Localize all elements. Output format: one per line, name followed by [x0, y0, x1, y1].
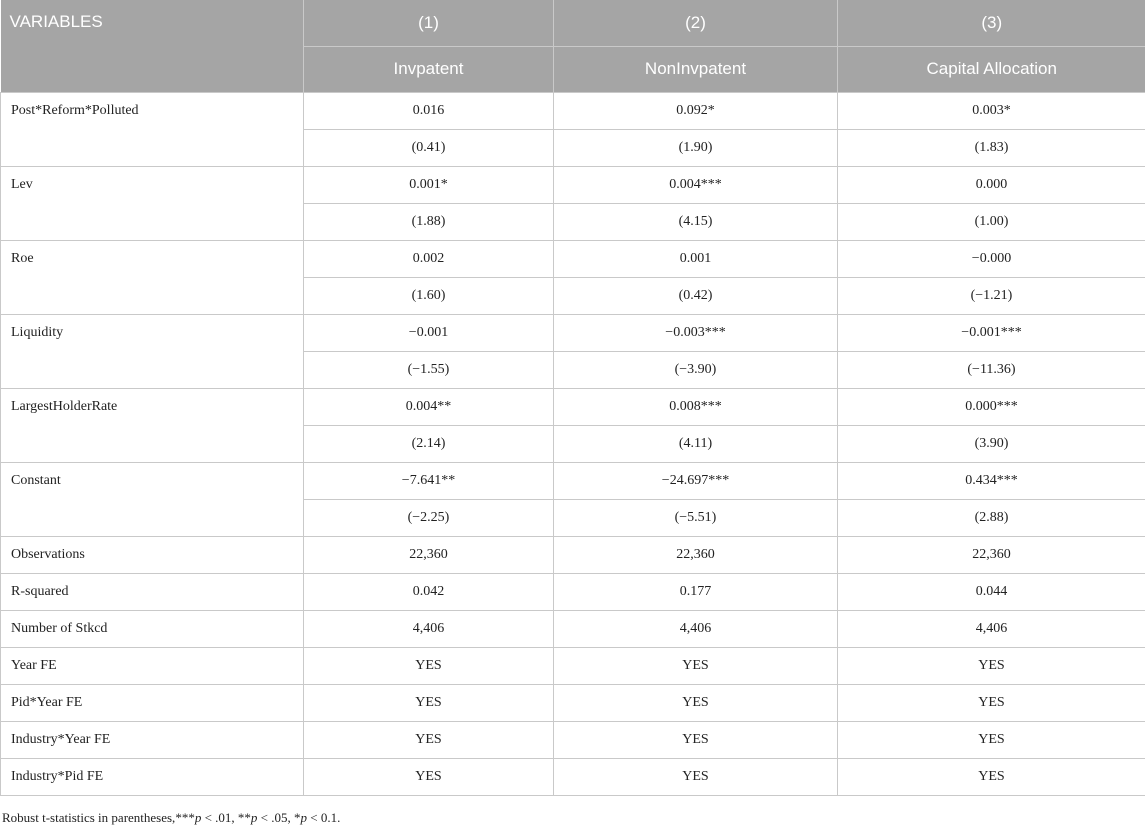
t-statistic-cell: (4.15) [554, 203, 838, 240]
coefficient-cell: 0.434*** [838, 462, 1145, 499]
t-statistic-cell: (1.60) [304, 277, 554, 314]
summary-value: 22,360 [304, 536, 554, 573]
summary-row [1, 684, 1145, 721]
coefficient-row [1, 462, 1145, 499]
dependent-variable-2: NonInvpatent [554, 46, 838, 92]
coefficient-cell: −0.001*** [838, 314, 1145, 351]
coefficient-cell: 0.092* [554, 92, 838, 129]
summary-row [1, 573, 1145, 610]
coefficient-cell: −0.001 [304, 314, 554, 351]
t-statistic-cell: (1.00) [838, 203, 1145, 240]
summary-value: YES [838, 647, 1145, 684]
summary-row [1, 758, 1145, 795]
dependent-variable-1: Invpatent [304, 46, 554, 92]
summary-value: YES [838, 758, 1145, 795]
coefficient-row [1, 240, 1145, 277]
t-statistic-cell: (2.88) [838, 499, 1145, 536]
summary-row [1, 647, 1145, 684]
coefficient-row [1, 388, 1145, 425]
coefficient-row [1, 314, 1145, 351]
footnote-prefix: Robust t-statistics in parentheses, [2, 810, 176, 825]
t-statistic-cell: (−11.36) [838, 351, 1145, 388]
column-number-2: (2) [554, 0, 838, 46]
coefficient-cell: 0.001* [304, 166, 554, 203]
summary-value: YES [304, 684, 554, 721]
t-statistic-cell: (0.42) [554, 277, 838, 314]
coefficient-cell: −0.000 [838, 240, 1145, 277]
summary-value: YES [838, 721, 1145, 758]
summary-value: 0.177 [554, 573, 838, 610]
summary-label: Year FE [1, 647, 304, 684]
table-body [1, 92, 1145, 795]
coefficient-cell: 0.003* [838, 92, 1145, 129]
t-statistic-cell: (−1.55) [304, 351, 554, 388]
summary-value: 4,406 [838, 610, 1145, 647]
column-number-1: (1) [304, 0, 554, 46]
t-statistic-cell: (−5.51) [554, 499, 838, 536]
variable-label: Lev [1, 166, 304, 240]
t-statistic-cell: (1.83) [838, 129, 1145, 166]
coefficient-cell: 0.004*** [554, 166, 838, 203]
coefficient-cell: 0.000*** [838, 388, 1145, 425]
t-statistic-cell: (0.41) [304, 129, 554, 166]
summary-value: YES [554, 684, 838, 721]
footnote-stars-3: * [294, 810, 301, 825]
t-statistic-cell: (−2.25) [304, 499, 554, 536]
t-statistic-cell: (3.90) [838, 425, 1145, 462]
t-statistic-cell: (1.90) [554, 129, 838, 166]
t-statistic-cell: (2.14) [304, 425, 554, 462]
footnote-condition-1: < .01, [201, 810, 238, 825]
header-row-column-numbers [1, 0, 1145, 46]
footnote-p-2: p [250, 810, 258, 825]
t-statistic-cell: (1.88) [304, 203, 554, 240]
coefficient-row [1, 92, 1145, 129]
summary-value: YES [554, 721, 838, 758]
t-statistic-cell: (−1.21) [838, 277, 1145, 314]
coefficient-cell: −7.641** [304, 462, 554, 499]
footnote-p-3: p [300, 810, 307, 825]
variables-header: VARIABLES [1, 0, 304, 92]
table-footnote [2, 810, 340, 826]
summary-row [1, 536, 1145, 573]
coefficient-row [1, 166, 1145, 203]
column-number-3: (3) [838, 0, 1145, 46]
summary-label: Observations [1, 536, 304, 573]
footnote-condition-3: < 0.1. [307, 810, 341, 825]
variable-label: Constant [1, 462, 304, 536]
summary-value: 22,360 [554, 536, 838, 573]
coefficient-cell: 0.008*** [554, 388, 838, 425]
summary-label: Industry*Pid FE [1, 758, 304, 795]
summary-value: 0.042 [304, 573, 554, 610]
coefficient-cell: −0.003*** [554, 314, 838, 351]
coefficient-cell: 0.002 [304, 240, 554, 277]
summary-value: YES [554, 758, 838, 795]
variable-label: LargestHolderRate [1, 388, 304, 462]
coefficient-cell: 0.001 [554, 240, 838, 277]
summary-value: 0.044 [838, 573, 1145, 610]
summary-value: YES [304, 721, 554, 758]
summary-value: 4,406 [554, 610, 838, 647]
summary-label: Industry*Year FE [1, 721, 304, 758]
summary-row [1, 721, 1145, 758]
footnote-stars-1: *** [175, 810, 195, 825]
coefficient-cell: 0.004** [304, 388, 554, 425]
coefficient-cell: 0.000 [838, 166, 1145, 203]
footnote-p-1: p [194, 810, 202, 825]
t-statistic-cell: (4.11) [554, 425, 838, 462]
variable-label: Roe [1, 240, 304, 314]
summary-label: R-squared [1, 573, 304, 610]
summary-value: 22,360 [838, 536, 1145, 573]
summary-label: Number of Stkcd [1, 610, 304, 647]
summary-value: YES [554, 647, 838, 684]
variable-label: Post*Reform*Polluted [1, 92, 304, 166]
coefficient-cell: 0.016 [304, 92, 554, 129]
variable-label: Liquidity [1, 314, 304, 388]
summary-value: YES [838, 684, 1145, 721]
summary-label: Pid*Year FE [1, 684, 304, 721]
dependent-variable-3: Capital Allocation [838, 46, 1145, 92]
summary-value: YES [304, 758, 554, 795]
summary-value: YES [304, 647, 554, 684]
footnote-condition-2: < .05, [257, 810, 294, 825]
coefficient-cell: −24.697*** [554, 462, 838, 499]
summary-value: 4,406 [304, 610, 554, 647]
table-header [1, 0, 1145, 92]
t-statistic-cell: (−3.90) [554, 351, 838, 388]
summary-row [1, 610, 1145, 647]
footnote-stars-2: ** [237, 810, 251, 825]
